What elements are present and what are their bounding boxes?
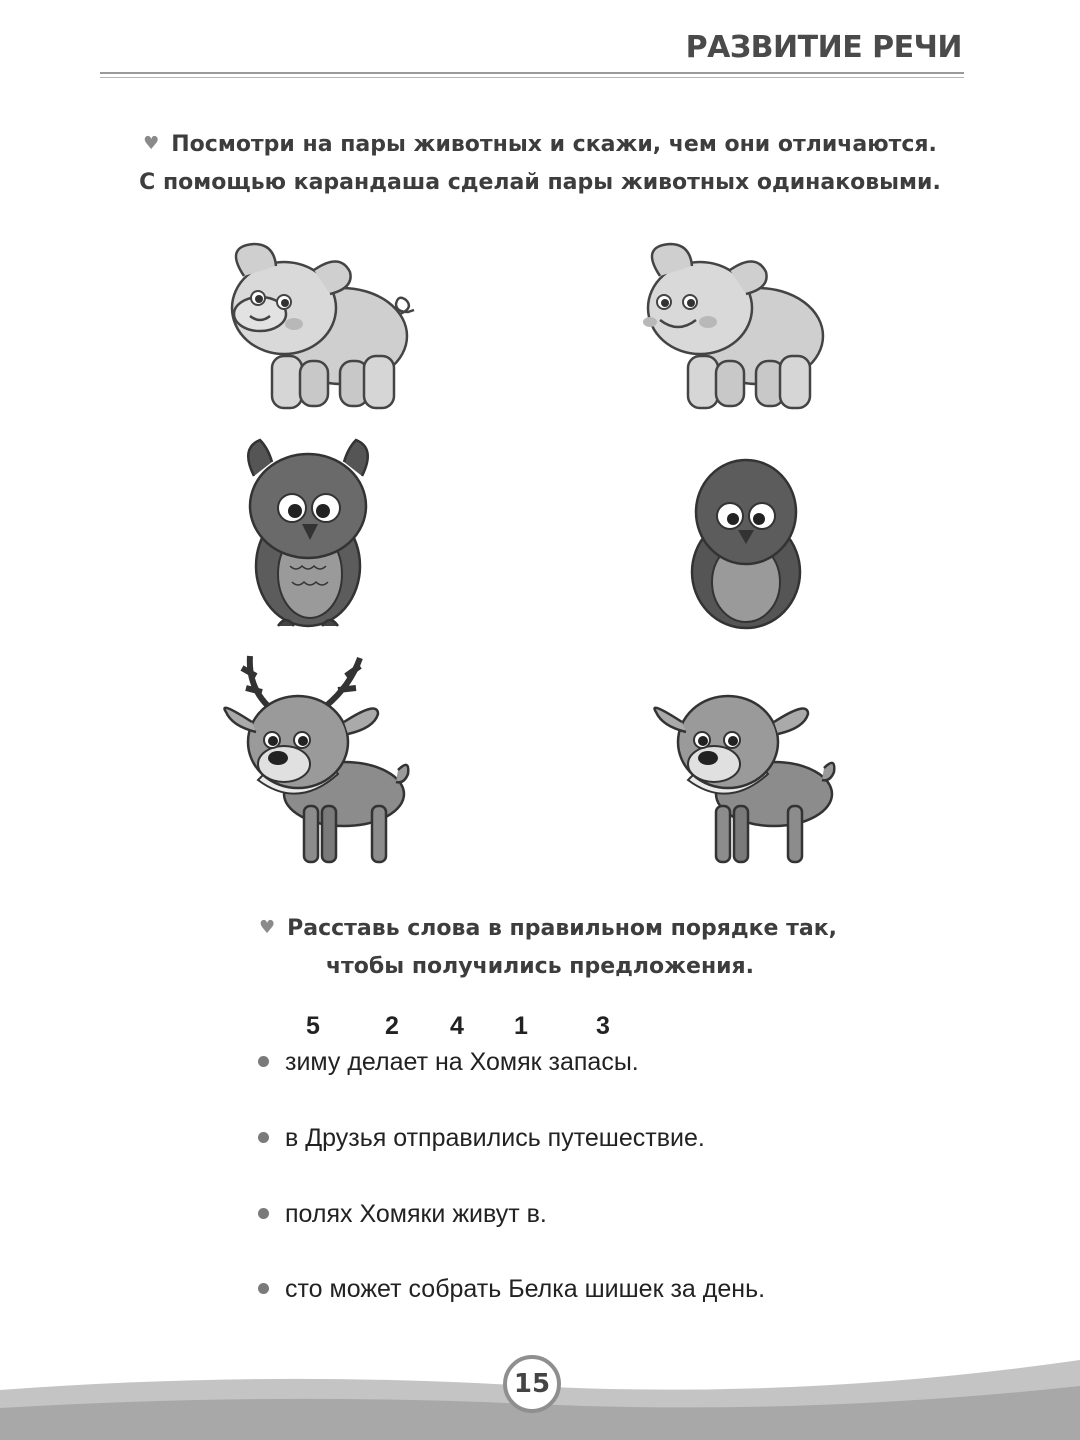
order-number: 4 xyxy=(450,1012,464,1040)
order-numbers xyxy=(0,1012,1080,1044)
task2-instruction xyxy=(8,910,1080,949)
task2-instruction-second xyxy=(0,948,1080,986)
page-number: 15 xyxy=(503,1355,561,1413)
sentence-item xyxy=(258,1124,705,1153)
header-divider xyxy=(100,72,964,74)
task1-instruction xyxy=(0,126,1080,165)
order-number: 5 xyxy=(306,1012,320,1040)
bullet-icon xyxy=(258,1208,269,1219)
heart-bullet-icon: ♥ xyxy=(143,133,160,154)
order-number: 1 xyxy=(514,1012,528,1040)
sentence-item xyxy=(258,1200,547,1229)
pig-without-tail-image xyxy=(638,236,848,416)
bullet-icon xyxy=(258,1283,269,1294)
task1-line1: Посмотри на пары животных и скажи, чем они отличаются. xyxy=(171,132,937,157)
order-number: 3 xyxy=(596,1012,610,1040)
task1-line2: С помощью карандаша сделай пары животных одинаковыми. xyxy=(139,170,941,195)
order-number: 2 xyxy=(385,1012,399,1040)
bullet-icon xyxy=(258,1056,269,1067)
sentence-text: полях Хомяки живут в. xyxy=(285,1200,547,1228)
bullet-icon xyxy=(258,1132,269,1143)
task2-line2: чтобы получились предложения. xyxy=(325,954,755,979)
deer-with-antlers-image xyxy=(222,646,412,870)
sentence-text: зиму делает на Хомяк запасы. xyxy=(285,1048,639,1076)
sentence-item xyxy=(258,1048,639,1077)
header-divider-secondary xyxy=(100,77,964,78)
sentence-text: в Друзья отправились путешествие. xyxy=(285,1124,705,1152)
owl-image xyxy=(238,436,378,636)
deer-without-antlers-image xyxy=(652,680,842,870)
heart-bullet-icon: ♥ xyxy=(258,917,276,938)
task1-instruction-second xyxy=(0,164,1080,202)
penguin-owl-image xyxy=(686,454,806,634)
task2-line1: Расставь слова в правильном порядке так, xyxy=(287,916,838,941)
pig-with-tail-image xyxy=(222,236,432,416)
sentence-text: сто может собрать Белка шишек за день. xyxy=(285,1275,766,1303)
sentence-item xyxy=(258,1275,765,1304)
page-title: РАЗВИТИЕ РЕЧИ xyxy=(685,30,962,65)
